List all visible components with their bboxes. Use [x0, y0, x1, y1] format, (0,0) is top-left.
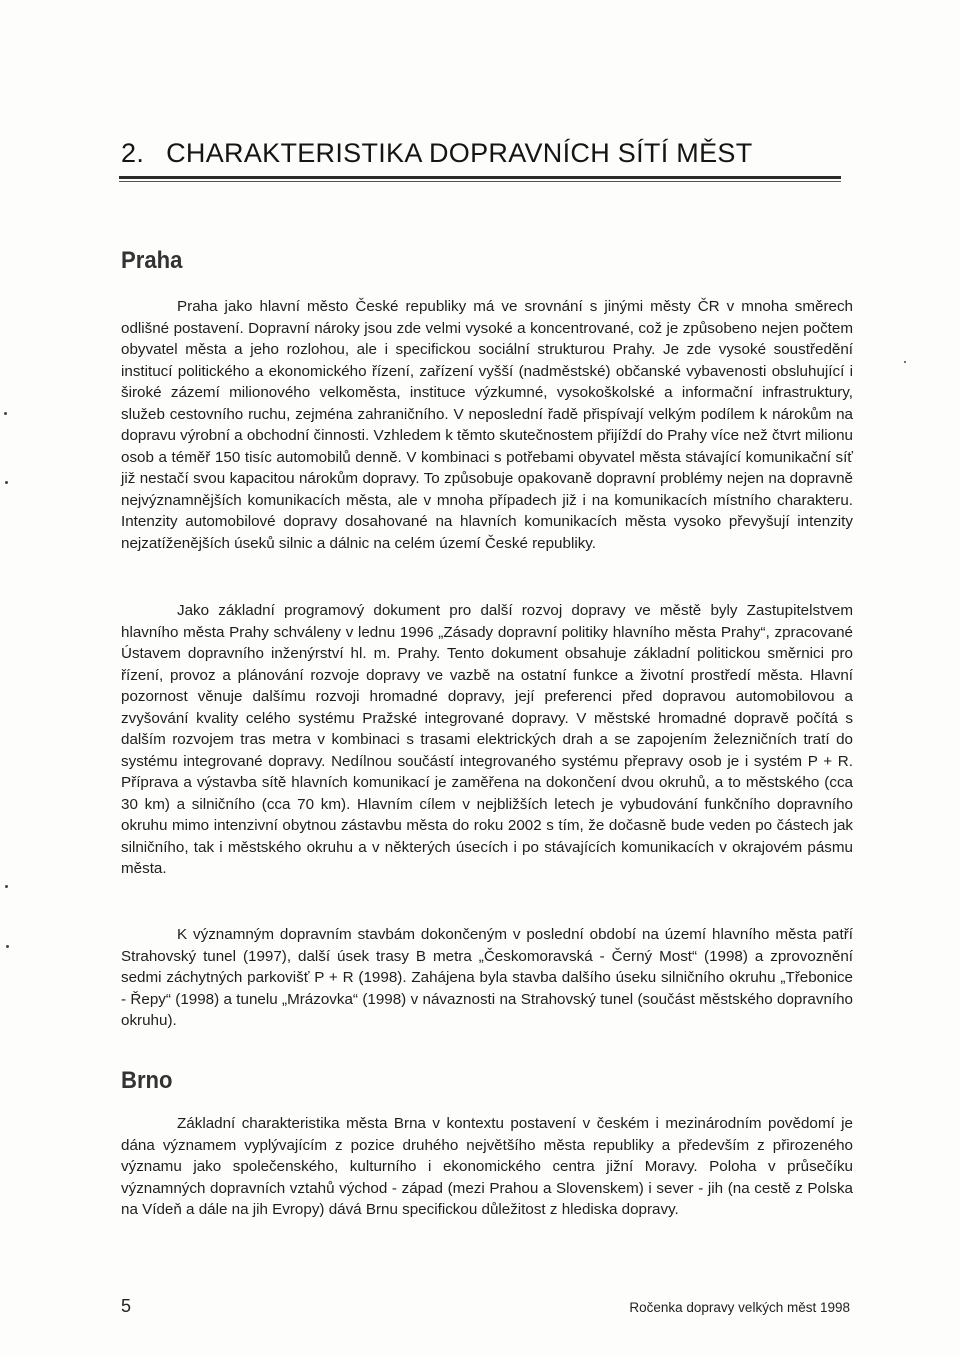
- scan-mark: [5, 885, 8, 888]
- paragraph-praha-2: Jako základní programový dokument pro další rozvoj dopravy ve městě byly Zastupitelstvem hlavního města Prahy schváleny v lednu 1996 „Zásady dopravní politiky hlavního města Prahy“, zpracované Ústavem dopravního inženýrství hl. m. Prahy. Tento dokument obsahuje základní politickou směrnici pro řízení, provoz a plánování rozvoje dopravy ve vazbě na ostatní funkce a životní prostředí města. Hlavní pozornost věnuje dalšímu rozvoji hromadné dopravy, její preferenci před dopravou automobilovou a zvyšování kvality celého systému Pražské integrované dopravy. V městské hromadné dopravě počítá s dalším rozvojem tras metra v kombinaci s trasami elektrických drah a se zapojením železničních tratí do systému integrované dopravy. Nedílnou součástí integrovaného systému přepravy osob je i systém P + R. Příprava a výstavba sítě hlavních komunikací je zaměřena na dokončení dvou okruhů, a to městského (cca 30 km) a silničního (cca 70 km). Hlavním cílem v nejbližších letech je vybudování funkčního dopravního okruhu mimo intenzivní obytnou zástavbu města do roku 2002 s tím, že dočasně bude veden po částech jak silničního, tak i městského okruhu a v některých úsecích i po stávajících komunikacích v okrajovém pásmu města.: [121, 602, 853, 877]
- section-heading-praha: Praha: [121, 247, 183, 274]
- publication-title: Ročenka dopravy velkých měst 1998: [629, 1300, 850, 1315]
- title-rule-thin: [119, 181, 841, 182]
- chapter-title-text: CHARAKTERISTIKA DOPRAVNÍCH SÍTÍ MĚST: [166, 138, 753, 168]
- title-rule-thick: [119, 176, 841, 179]
- scan-mark: [5, 481, 8, 484]
- chapter-number: 2.: [121, 138, 145, 168]
- paragraph-praha-3: K významným dopravním stavbám dokončeným v poslední období na území hlavního města patří Strahovský tunel (1997), další úsek trasy B metra „Českomoravská - Černý Most“ (1998) a zprovoznění sedmi záchytných parkovišť P + R (1998). Zahájena byla stavba dalšího úseku silničního okruhu „Třebonice - Řepy“ (1998) a tunelu „Mrázovka“ (1998) v návaznosti na Strahovský tunel (součást městského dopravního okruhu).: [121, 926, 853, 1029]
- chapter-title: [121, 138, 753, 169]
- paragraph-brno-1: Základní charakteristika města Brna v kontextu postavení v českém i mezinárodním povědomí je dána významem vyplývajícím z pozice druhého největšího města republiky a především z přirozeného významu jako společenského, kulturního i ekonomického centra jižní Moravy. Poloha v průsečíku významných dopravních vztahů východ - západ (mezi Prahou a Slovenskem) i sever - jih (na cestě z Polska na Vídeň a dále na jih Evropy) dává Brnu specifickou důležitost z hlediska dopravy.: [121, 1115, 853, 1218]
- scan-mark: [4, 412, 7, 415]
- scan-mark: [904, 361, 906, 363]
- paragraph-praha-1: Praha jako hlavní město České republiky má ve srovnání s jinými městy ČR v mnoha směrech odlišné postavení. Dopravní nároky jsou zde velmi vysoké a koncentrované, což je způsobeno nejen počtem obyvatel města a jeho rozlohou, ale i specifickou sociální strukturou Prahy. Je zde vysoké soustředění institucí politického a ekonomického řízení, zařízení vyšší (nadměstské) občanské vybavenosti obsluhující i široké zázemí milionového velkoměsta, instituce výzkumné, vysokoškolské a informační infrastruktury, služeb cestovního ruchu, zejména zahraničního. V neposlední řadě přispívají velkým podílem k nárokům na dopravu výrobní a obchodní činnosti. Vzhledem k těmto skutečnostem přijíždí do Prahy více než čtvrt milionu osob a téměř 150 tisíc automobilů denně. V kombinaci s potřebami obyvatel města stávající komunikační síť již nestačí svou kapacitou nárokům dopravy. To způsobuje opakovaně dopravní problémy nejen na dopravně nejvýznamnějších komunikacích města, ale v mnoha případech již i na komunikacích místního charakteru. Intenzity automobilové dopravy dosahované na hlavních komunikacích města vysoko převyšují intenzity nejzatíženějších úseků silnic a dálnic na celém území České republiky.: [121, 298, 853, 552]
- page-number: 5: [121, 1296, 132, 1316]
- section-heading-brno: Brno: [121, 1067, 173, 1094]
- scan-mark: [6, 945, 9, 948]
